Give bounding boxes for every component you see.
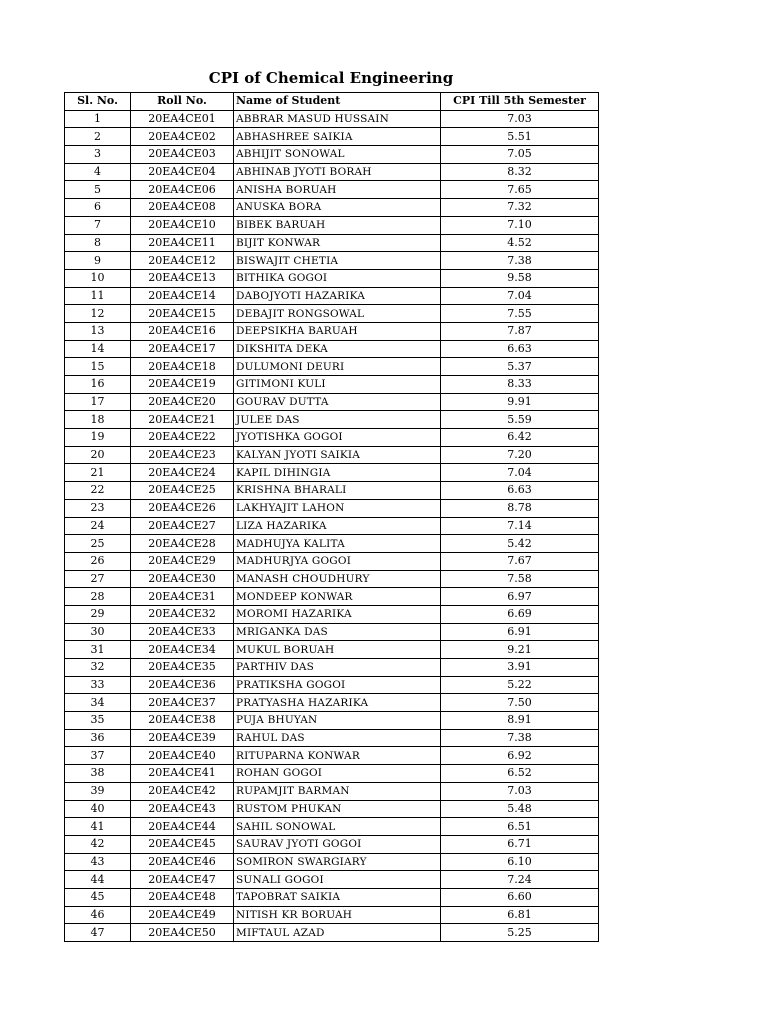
cell-roll-number: 20EA4CE35 bbox=[131, 659, 234, 677]
cell-student-name: DEBAJIT RONGSOWAL bbox=[234, 305, 441, 323]
cell-student-name: KAPIL DIHINGIA bbox=[234, 464, 441, 482]
header-roll-number: Roll No. bbox=[131, 93, 234, 111]
cell-cpi: 7.38 bbox=[441, 729, 599, 747]
table-header bbox=[65, 93, 599, 111]
cell-serial-number: 2 bbox=[65, 128, 131, 146]
cell-student-name: BIBEK BARUAH bbox=[234, 216, 441, 234]
cell-roll-number: 20EA4CE39 bbox=[131, 729, 234, 747]
cell-student-name: JYOTISHKA GOGOI bbox=[234, 429, 441, 447]
cell-serial-number: 40 bbox=[65, 800, 131, 818]
cell-student-name: SOMIRON SWARGIARY bbox=[234, 853, 441, 871]
cell-roll-number: 20EA4CE17 bbox=[131, 340, 234, 358]
table-row bbox=[65, 694, 599, 712]
cell-roll-number: 20EA4CE15 bbox=[131, 305, 234, 323]
cell-student-name: SAHIL SONOWAL bbox=[234, 818, 441, 836]
table-row bbox=[65, 729, 599, 747]
cell-cpi: 5.25 bbox=[441, 924, 599, 942]
table-row bbox=[65, 517, 599, 535]
cell-cpi: 5.48 bbox=[441, 800, 599, 818]
cell-cpi: 7.04 bbox=[441, 464, 599, 482]
table-row bbox=[65, 765, 599, 783]
cell-cpi: 7.50 bbox=[441, 694, 599, 712]
cell-cpi: 8.78 bbox=[441, 499, 599, 517]
cell-roll-number: 20EA4CE16 bbox=[131, 322, 234, 340]
table-row bbox=[65, 552, 599, 570]
table-row bbox=[65, 605, 599, 623]
cell-cpi: 7.58 bbox=[441, 570, 599, 588]
cell-roll-number: 20EA4CE19 bbox=[131, 376, 234, 394]
cell-serial-number: 22 bbox=[65, 482, 131, 500]
cell-roll-number: 20EA4CE29 bbox=[131, 552, 234, 570]
cell-cpi: 8.33 bbox=[441, 376, 599, 394]
cell-student-name: ABHIJIT SONOWAL bbox=[234, 146, 441, 164]
cell-student-name: KALYAN JYOTI SAIKIA bbox=[234, 446, 441, 464]
table-row bbox=[65, 676, 599, 694]
cell-roll-number: 20EA4CE08 bbox=[131, 199, 234, 217]
cell-student-name: GOURAV DUTTA bbox=[234, 393, 441, 411]
cell-serial-number: 12 bbox=[65, 305, 131, 323]
cell-cpi: 6.81 bbox=[441, 906, 599, 924]
table-row bbox=[65, 570, 599, 588]
cell-student-name: DABOJYOTI HAZARIKA bbox=[234, 287, 441, 305]
cell-roll-number: 20EA4CE32 bbox=[131, 605, 234, 623]
table-row bbox=[65, 906, 599, 924]
cell-serial-number: 47 bbox=[65, 924, 131, 942]
cell-roll-number: 20EA4CE02 bbox=[131, 128, 234, 146]
cell-serial-number: 13 bbox=[65, 322, 131, 340]
cell-serial-number: 39 bbox=[65, 782, 131, 800]
cell-serial-number: 31 bbox=[65, 641, 131, 659]
cell-serial-number: 17 bbox=[65, 393, 131, 411]
table-row bbox=[65, 287, 599, 305]
cell-serial-number: 10 bbox=[65, 269, 131, 287]
cell-serial-number: 23 bbox=[65, 499, 131, 517]
cell-cpi: 6.42 bbox=[441, 429, 599, 447]
cell-roll-number: 20EA4CE21 bbox=[131, 411, 234, 429]
header-cpi: CPI Till 5th Semester bbox=[441, 93, 599, 111]
cell-serial-number: 7 bbox=[65, 216, 131, 234]
cell-serial-number: 3 bbox=[65, 146, 131, 164]
cell-student-name: MOROMI HAZARIKA bbox=[234, 605, 441, 623]
cell-student-name: MUKUL BORUAH bbox=[234, 641, 441, 659]
cell-cpi: 8.32 bbox=[441, 163, 599, 181]
cell-serial-number: 33 bbox=[65, 676, 131, 694]
cell-serial-number: 42 bbox=[65, 835, 131, 853]
cell-cpi: 9.21 bbox=[441, 641, 599, 659]
cell-student-name: KRISHNA BHARALI bbox=[234, 482, 441, 500]
table-row bbox=[65, 376, 599, 394]
cell-roll-number: 20EA4CE34 bbox=[131, 641, 234, 659]
cell-serial-number: 14 bbox=[65, 340, 131, 358]
cell-student-name: SAURAV JYOTI GOGOI bbox=[234, 835, 441, 853]
cell-serial-number: 35 bbox=[65, 712, 131, 730]
cell-roll-number: 20EA4CE25 bbox=[131, 482, 234, 500]
table-row bbox=[65, 888, 599, 906]
cell-serial-number: 32 bbox=[65, 659, 131, 677]
table-row bbox=[65, 535, 599, 553]
table-body bbox=[65, 110, 599, 941]
table-row bbox=[65, 163, 599, 181]
cell-roll-number: 20EA4CE11 bbox=[131, 234, 234, 252]
cell-cpi: 6.71 bbox=[441, 835, 599, 853]
cell-roll-number: 20EA4CE43 bbox=[131, 800, 234, 818]
cell-cpi: 5.37 bbox=[441, 358, 599, 376]
cell-serial-number: 1 bbox=[65, 110, 131, 128]
cell-serial-number: 44 bbox=[65, 871, 131, 889]
cell-serial-number: 21 bbox=[65, 464, 131, 482]
cell-roll-number: 20EA4CE18 bbox=[131, 358, 234, 376]
cell-serial-number: 45 bbox=[65, 888, 131, 906]
table-row bbox=[65, 269, 599, 287]
cell-roll-number: 20EA4CE47 bbox=[131, 871, 234, 889]
cell-roll-number: 20EA4CE04 bbox=[131, 163, 234, 181]
cell-serial-number: 28 bbox=[65, 588, 131, 606]
cell-cpi: 6.51 bbox=[441, 818, 599, 836]
cell-roll-number: 20EA4CE42 bbox=[131, 782, 234, 800]
table-row bbox=[65, 871, 599, 889]
cell-student-name: DIKSHITA DEKA bbox=[234, 340, 441, 358]
cell-student-name: MONDEEP KONWAR bbox=[234, 588, 441, 606]
table-row bbox=[65, 446, 599, 464]
table-row bbox=[65, 393, 599, 411]
cell-cpi: 6.97 bbox=[441, 588, 599, 606]
cell-serial-number: 27 bbox=[65, 570, 131, 588]
cell-student-name: RUSTOM PHUKAN bbox=[234, 800, 441, 818]
cell-roll-number: 20EA4CE41 bbox=[131, 765, 234, 783]
cell-roll-number: 20EA4CE26 bbox=[131, 499, 234, 517]
cell-serial-number: 34 bbox=[65, 694, 131, 712]
table-row bbox=[65, 464, 599, 482]
cell-serial-number: 16 bbox=[65, 376, 131, 394]
cell-roll-number: 20EA4CE30 bbox=[131, 570, 234, 588]
cell-student-name: DEEPSIKHA BARUAH bbox=[234, 322, 441, 340]
cell-cpi: 7.32 bbox=[441, 199, 599, 217]
cell-roll-number: 20EA4CE22 bbox=[131, 429, 234, 447]
cell-student-name: ROHAN GOGOI bbox=[234, 765, 441, 783]
table-row bbox=[65, 588, 599, 606]
cell-student-name: LAKHYAJIT LAHON bbox=[234, 499, 441, 517]
cpi-table bbox=[64, 92, 599, 942]
cell-roll-number: 20EA4CE44 bbox=[131, 818, 234, 836]
cell-roll-number: 20EA4CE06 bbox=[131, 181, 234, 199]
header-serial-number: Sl. No. bbox=[65, 93, 131, 111]
cell-cpi: 7.65 bbox=[441, 181, 599, 199]
cell-student-name: ABHINAB JYOTI BORAH bbox=[234, 163, 441, 181]
cell-cpi: 7.04 bbox=[441, 287, 599, 305]
cell-student-name: NITISH KR BORUAH bbox=[234, 906, 441, 924]
cell-roll-number: 20EA4CE23 bbox=[131, 446, 234, 464]
table-row bbox=[65, 800, 599, 818]
table-row bbox=[65, 623, 599, 641]
header-student-name: Name of Student bbox=[234, 93, 441, 111]
cell-cpi: 7.67 bbox=[441, 552, 599, 570]
cell-serial-number: 11 bbox=[65, 287, 131, 305]
cell-serial-number: 19 bbox=[65, 429, 131, 447]
cell-cpi: 7.03 bbox=[441, 110, 599, 128]
cell-cpi: 5.59 bbox=[441, 411, 599, 429]
cell-serial-number: 15 bbox=[65, 358, 131, 376]
table-row bbox=[65, 747, 599, 765]
cell-roll-number: 20EA4CE10 bbox=[131, 216, 234, 234]
cell-serial-number: 24 bbox=[65, 517, 131, 535]
cell-roll-number: 20EA4CE49 bbox=[131, 906, 234, 924]
cell-cpi: 6.10 bbox=[441, 853, 599, 871]
table-row bbox=[65, 835, 599, 853]
cell-roll-number: 20EA4CE40 bbox=[131, 747, 234, 765]
cell-roll-number: 20EA4CE01 bbox=[131, 110, 234, 128]
cell-roll-number: 20EA4CE27 bbox=[131, 517, 234, 535]
cell-cpi: 6.63 bbox=[441, 340, 599, 358]
cell-cpi: 5.51 bbox=[441, 128, 599, 146]
cell-student-name: PUJA BHUYAN bbox=[234, 712, 441, 730]
cell-student-name: BITHIKA GOGOI bbox=[234, 269, 441, 287]
cell-cpi: 7.20 bbox=[441, 446, 599, 464]
cell-roll-number: 20EA4CE36 bbox=[131, 676, 234, 694]
cell-student-name: PARTHIV DAS bbox=[234, 659, 441, 677]
cell-serial-number: 5 bbox=[65, 181, 131, 199]
table-row bbox=[65, 358, 599, 376]
cell-cpi: 6.52 bbox=[441, 765, 599, 783]
cell-student-name: MADHURJYA GOGOI bbox=[234, 552, 441, 570]
cell-student-name: ABBRAR MASUD HUSSAIN bbox=[234, 110, 441, 128]
cell-student-name: ANUSKA BORA bbox=[234, 199, 441, 217]
table-row bbox=[65, 712, 599, 730]
cell-serial-number: 37 bbox=[65, 747, 131, 765]
cell-cpi: 9.91 bbox=[441, 393, 599, 411]
cell-cpi: 6.63 bbox=[441, 482, 599, 500]
table-row bbox=[65, 146, 599, 164]
table-row bbox=[65, 216, 599, 234]
cell-roll-number: 20EA4CE28 bbox=[131, 535, 234, 553]
cell-student-name: GITIMONI KULI bbox=[234, 376, 441, 394]
cell-cpi: 7.38 bbox=[441, 252, 599, 270]
cell-roll-number: 20EA4CE12 bbox=[131, 252, 234, 270]
cell-roll-number: 20EA4CE45 bbox=[131, 835, 234, 853]
cell-cpi: 3.91 bbox=[441, 659, 599, 677]
cell-roll-number: 20EA4CE38 bbox=[131, 712, 234, 730]
cell-student-name: MANASH CHOUDHURY bbox=[234, 570, 441, 588]
table-row bbox=[65, 305, 599, 323]
cell-student-name: BIJIT KONWAR bbox=[234, 234, 441, 252]
cell-serial-number: 9 bbox=[65, 252, 131, 270]
cell-cpi: 4.52 bbox=[441, 234, 599, 252]
cell-student-name: JULEE DAS bbox=[234, 411, 441, 429]
cell-student-name: MIFTAUL AZAD bbox=[234, 924, 441, 942]
cell-cpi: 9.58 bbox=[441, 269, 599, 287]
cell-serial-number: 26 bbox=[65, 552, 131, 570]
cell-serial-number: 18 bbox=[65, 411, 131, 429]
table-row bbox=[65, 853, 599, 871]
header-row bbox=[65, 93, 599, 111]
cell-student-name: MRIGANKA DAS bbox=[234, 623, 441, 641]
cell-student-name: TAPOBRAT SAIKIA bbox=[234, 888, 441, 906]
cell-student-name: ANISHA BORUAH bbox=[234, 181, 441, 199]
table-row bbox=[65, 322, 599, 340]
cell-student-name: RUPAMJIT BARMAN bbox=[234, 782, 441, 800]
table-row bbox=[65, 924, 599, 942]
cell-cpi: 7.03 bbox=[441, 782, 599, 800]
cell-roll-number: 20EA4CE48 bbox=[131, 888, 234, 906]
cell-cpi: 7.87 bbox=[441, 322, 599, 340]
table-row bbox=[65, 252, 599, 270]
cell-serial-number: 6 bbox=[65, 199, 131, 217]
table-row bbox=[65, 181, 599, 199]
cell-serial-number: 25 bbox=[65, 535, 131, 553]
table-row bbox=[65, 128, 599, 146]
table-row bbox=[65, 659, 599, 677]
cell-cpi: 7.05 bbox=[441, 146, 599, 164]
cell-cpi: 6.60 bbox=[441, 888, 599, 906]
table-row bbox=[65, 340, 599, 358]
cell-cpi: 8.91 bbox=[441, 712, 599, 730]
cell-serial-number: 20 bbox=[65, 446, 131, 464]
table-row bbox=[65, 818, 599, 836]
cell-roll-number: 20EA4CE31 bbox=[131, 588, 234, 606]
cell-student-name: LIZA HAZARIKA bbox=[234, 517, 441, 535]
cell-cpi: 5.42 bbox=[441, 535, 599, 553]
table-row bbox=[65, 782, 599, 800]
cell-serial-number: 30 bbox=[65, 623, 131, 641]
table-row bbox=[65, 199, 599, 217]
document-title: CPI of Chemical Engineering bbox=[208, 69, 454, 87]
cell-cpi: 7.55 bbox=[441, 305, 599, 323]
cell-roll-number: 20EA4CE20 bbox=[131, 393, 234, 411]
table-row bbox=[65, 429, 599, 447]
cell-serial-number: 8 bbox=[65, 234, 131, 252]
table-row bbox=[65, 411, 599, 429]
cell-roll-number: 20EA4CE50 bbox=[131, 924, 234, 942]
cell-cpi: 6.92 bbox=[441, 747, 599, 765]
cell-student-name: BISWAJIT CHETIA bbox=[234, 252, 441, 270]
cell-roll-number: 20EA4CE33 bbox=[131, 623, 234, 641]
cell-serial-number: 46 bbox=[65, 906, 131, 924]
cell-student-name: MADHUJYA KALITA bbox=[234, 535, 441, 553]
table-row bbox=[65, 499, 599, 517]
cell-cpi: 6.69 bbox=[441, 605, 599, 623]
cell-student-name: PRATYASHA HAZARIKA bbox=[234, 694, 441, 712]
cell-cpi: 7.10 bbox=[441, 216, 599, 234]
cell-student-name: PRATIKSHA GOGOI bbox=[234, 676, 441, 694]
table-row bbox=[65, 234, 599, 252]
cell-cpi: 6.91 bbox=[441, 623, 599, 641]
cell-student-name: RAHUL DAS bbox=[234, 729, 441, 747]
cell-cpi: 7.14 bbox=[441, 517, 599, 535]
cell-cpi: 7.24 bbox=[441, 871, 599, 889]
table-row bbox=[65, 641, 599, 659]
cell-student-name: SUNALI GOGOI bbox=[234, 871, 441, 889]
cell-serial-number: 38 bbox=[65, 765, 131, 783]
cell-student-name: RITUPARNA KONWAR bbox=[234, 747, 441, 765]
cell-serial-number: 36 bbox=[65, 729, 131, 747]
cell-serial-number: 4 bbox=[65, 163, 131, 181]
cell-serial-number: 43 bbox=[65, 853, 131, 871]
cell-roll-number: 20EA4CE46 bbox=[131, 853, 234, 871]
cell-serial-number: 29 bbox=[65, 605, 131, 623]
cell-roll-number: 20EA4CE37 bbox=[131, 694, 234, 712]
cell-roll-number: 20EA4CE24 bbox=[131, 464, 234, 482]
cell-cpi: 5.22 bbox=[441, 676, 599, 694]
table-row bbox=[65, 482, 599, 500]
cell-roll-number: 20EA4CE14 bbox=[131, 287, 234, 305]
cell-student-name: DULUMONI DEURI bbox=[234, 358, 441, 376]
cell-roll-number: 20EA4CE03 bbox=[131, 146, 234, 164]
cell-student-name: ABHASHREE SAIKIA bbox=[234, 128, 441, 146]
cell-roll-number: 20EA4CE13 bbox=[131, 269, 234, 287]
table-row bbox=[65, 110, 599, 128]
cell-serial-number: 41 bbox=[65, 818, 131, 836]
